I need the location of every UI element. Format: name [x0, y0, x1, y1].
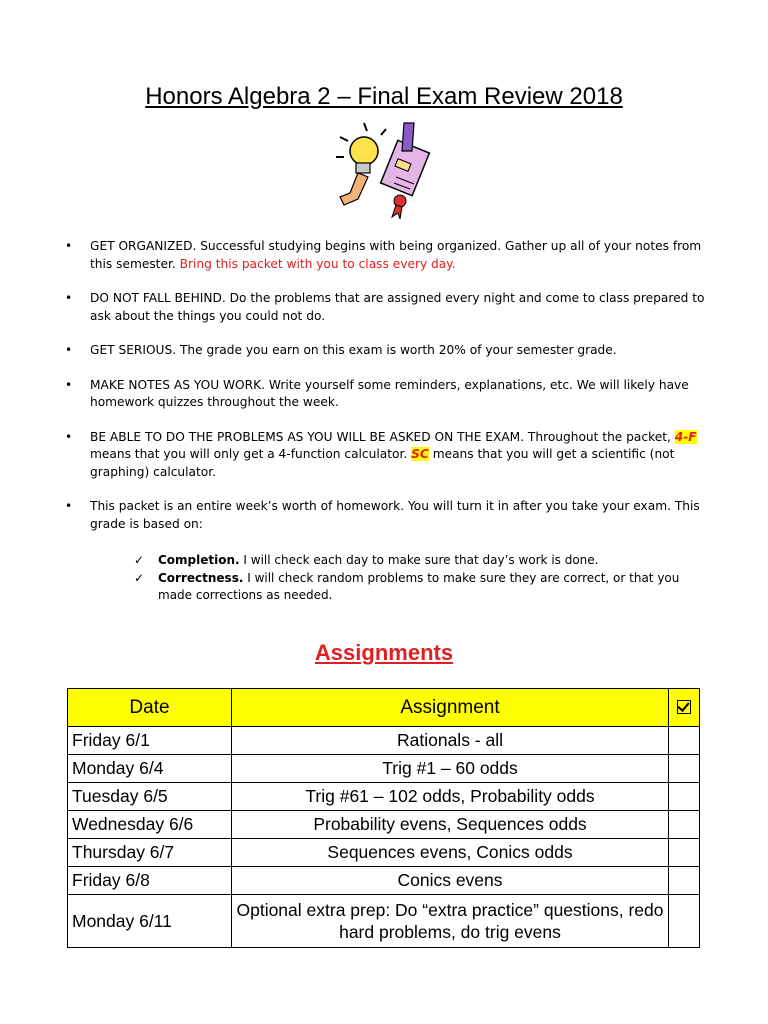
list-item: [62, 498, 722, 533]
bullet-icon: •: [65, 239, 73, 253]
checkmark-icon: ✓: [134, 553, 145, 567]
scientific-badge: SC: [411, 447, 429, 461]
table-row: [68, 895, 700, 948]
list-item: [62, 429, 722, 482]
instructions-list: [62, 238, 722, 550]
bullet-text: DO NOT FALL BEHIND. Do the problems that are assigned every night and come to class prepared to ask about the things you could not do.: [90, 291, 705, 323]
row-assignment: Conics evens: [232, 867, 669, 895]
checkmark-icon: ✓: [134, 570, 145, 585]
bullet-icon: •: [65, 429, 73, 444]
table-row: [68, 783, 700, 811]
criteria-label: Correctness.: [158, 570, 244, 585]
row-checkbox[interactable]: [669, 783, 700, 811]
row-date: Tuesday 6/5: [68, 783, 232, 811]
row-date: Friday 6/8: [68, 867, 232, 895]
grading-criteria: [134, 552, 714, 605]
table-header-row: [68, 689, 700, 727]
row-checkbox[interactable]: [669, 895, 700, 948]
checked-box-icon: [677, 700, 691, 714]
criteria-text: I will check random problems to make sure they are correct, or that you made corrections as needed.: [158, 570, 680, 602]
bullet-icon: •: [65, 343, 73, 357]
row-assignment: Trig #1 – 60 odds: [232, 755, 669, 783]
row-assignment: Rationals - all: [232, 727, 669, 755]
list-item: [62, 377, 722, 412]
page-title: Honors Algebra 2 – Final Exam Review 2018: [145, 83, 623, 110]
table-row: [68, 811, 700, 839]
bullet-text: GET SERIOUS. The grade you earn on this exam is worth 20% of your semester grade.: [90, 343, 617, 357]
bullet-text: means that you will get a scientific (not graphing) calculator.: [90, 447, 675, 479]
row-checkbox[interactable]: [669, 727, 700, 755]
criteria-text: I will check each day to make sure that day’s work is done.: [239, 553, 599, 567]
row-date: Thursday 6/7: [68, 839, 232, 867]
bullet-icon: •: [65, 377, 73, 392]
bullet-text: GET ORGANIZED. Successful studying begins with being organized. Gather up all of your notes from this semester.: [90, 239, 702, 271]
list-item: [134, 552, 714, 570]
row-checkbox[interactable]: [669, 755, 700, 783]
row-date: Monday 6/4: [68, 755, 232, 783]
table-row: [68, 727, 700, 755]
criteria-label: Completion.: [158, 553, 240, 567]
bullet-icon: •: [65, 499, 73, 513]
list-item: [62, 238, 722, 273]
header-date: Date: [68, 689, 232, 727]
assignments-heading: Assignments: [314, 640, 454, 665]
row-checkbox[interactable]: [669, 811, 700, 839]
lightbulb-certificate-icon: [330, 115, 440, 225]
table-row: [68, 867, 700, 895]
list-item: [62, 342, 722, 360]
header-check: [669, 689, 700, 727]
row-assignment: Optional extra prep: Do “extra practice” questions, redo hard problems, do trig evens: [232, 895, 669, 948]
list-item: [62, 290, 722, 325]
row-checkbox[interactable]: [669, 839, 700, 867]
bullet-icon: •: [65, 291, 73, 305]
table-row: [68, 839, 700, 867]
table-row: [68, 755, 700, 783]
row-assignment: Probability evens, Sequences odds: [232, 811, 669, 839]
row-assignment: Sequences evens, Conics odds: [232, 839, 669, 867]
bullet-text: BE ABLE TO DO THE PROBLEMS AS YOU WILL BE ASKED ON THE EXAM. Throughout the packet,: [90, 429, 675, 444]
bullet-text: This packet is an entire week’s worth of homework. You will turn it in after you take your exam. This grade is based on:: [90, 499, 700, 531]
assignments-table: [67, 688, 700, 948]
header-assignment: Assignment: [232, 689, 669, 727]
row-date: Friday 6/1: [68, 727, 232, 755]
four-function-badge: 4-F: [674, 429, 697, 444]
row-checkbox[interactable]: [669, 867, 700, 895]
bullet-text: MAKE NOTES AS YOU WORK. Write yourself some reminders, explanations, etc. We will likely have homework quizzes throughout the week.: [90, 377, 689, 409]
list-item: [134, 570, 714, 605]
row-date: Wednesday 6/6: [68, 811, 232, 839]
bullet-red-text: Bring this packet with you to class every day.: [179, 256, 456, 271]
bullet-text: means that you will only get a 4-function calculator.: [90, 447, 412, 461]
row-date: Monday 6/11: [68, 895, 232, 948]
row-assignment: Trig #61 – 102 odds, Probability odds: [232, 783, 669, 811]
